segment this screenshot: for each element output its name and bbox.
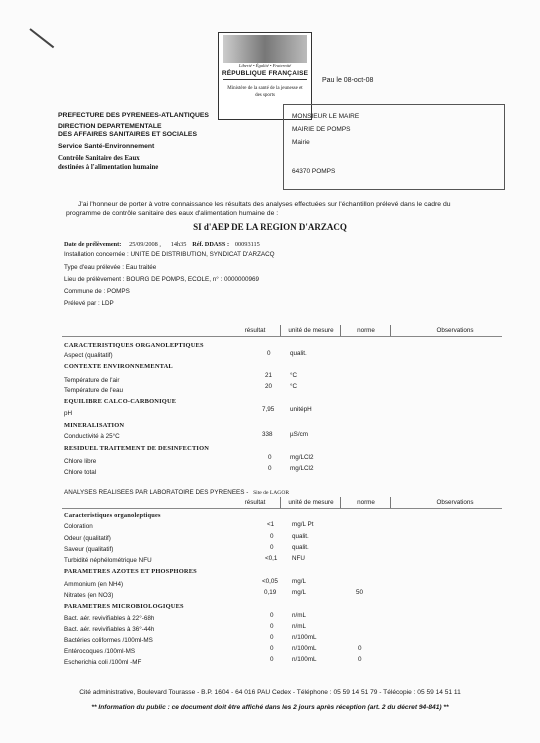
ref-value: 00093115 [234, 241, 260, 248]
unit-ph: unitépH [290, 406, 312, 413]
sample-date-value: 25/09/2008 , [129, 241, 161, 248]
unit-ecoli: n/100mL [292, 656, 317, 663]
row-label-odor: Odeur (qualitatif) [64, 535, 111, 542]
unit-total-chlorine: mg/LCl2 [290, 465, 314, 472]
unit-enterococci: n/100mL [292, 645, 317, 652]
value-total-chlorine: 0 [268, 465, 272, 472]
row-label-ammonium: Ammonium (en NH4) [64, 581, 124, 588]
intro-line-2: programme de contrôle sanitaire des eaux d'alimentation humaine de : [66, 210, 279, 217]
water-type: Type d'eau prélevée : Eau traitée [64, 264, 157, 271]
letter-date: Pau le 08-oct-08 [322, 77, 374, 84]
ref-label: Réf. DDASS : [192, 241, 230, 248]
site-title: SI d'AEP DE LA REGION D'ARZACQ [193, 222, 347, 232]
row-label-conductivity: Conductivité à 25°C [64, 433, 120, 440]
recipient-line-1: MONSIEUR LE MAIRE [292, 113, 360, 120]
unit-ammonium: mg/L [292, 578, 306, 585]
value-ammonium: <0,05 [262, 578, 278, 585]
intro-line-1: J'ai l'honneur de porter à votre connaissance les résultats des analyses effectuées sur l'échantillon prélevé dans le cadre du [78, 201, 451, 208]
section-microbiology: PARAMETRES MICROBIOLOGIQUES [64, 603, 184, 610]
section-environment: CONTEXTE ENVIRONNEMENTAL [64, 363, 173, 370]
table-rule-2 [62, 508, 502, 509]
value-turbidity: <0,1 [265, 555, 278, 562]
value-coliforms: 0 [270, 634, 274, 641]
scan-mark [29, 28, 54, 48]
value-free-chlorine: 0 [268, 454, 272, 461]
logo-motto: Liberté • Égalité • Fraternité [238, 63, 292, 68]
unit-bact-22: n/mL [292, 612, 306, 619]
value-bact-36: 0 [270, 623, 274, 630]
installation: Installation concernée : UNITE DE DISTRIBUTION, SYNDICAT D'ARZACQ [64, 251, 275, 258]
unit-odor: qualit. [292, 533, 309, 540]
marianne-icon [223, 35, 307, 63]
section-organoleptic-2: Caracteristiques organoleptiques [64, 512, 161, 519]
lab-text: ANALYSES REALISEES PAR LABORATOIRE DES PYRENEES - [64, 489, 249, 496]
header-observations: Observations [390, 325, 519, 336]
unit-water-temp: °C [290, 383, 298, 390]
recipient-line-4: 64370 POMPS [292, 168, 336, 175]
value-bact-22: 0 [270, 612, 274, 619]
unit-conductivity: µS/cm [290, 431, 308, 438]
row-label-enterococci: Entérocoques /100ml-MS [64, 648, 136, 655]
logo-divider [223, 79, 307, 80]
recipient-address-box [283, 104, 505, 190]
value-ecoli: 0 [270, 656, 274, 663]
row-label-free-chlorine: Chlore libre [64, 458, 97, 465]
value-nitrates: 0,19 [264, 589, 277, 596]
unit-color: mg/L Pt [292, 521, 314, 528]
header-unit: unité de mesure [280, 325, 341, 336]
section-organoleptic: CARACTERISTIQUES ORGANOLEPTIQUES [64, 342, 204, 349]
service-name: Service Santé-Environnement [58, 143, 155, 150]
prefecture-name: PREFECTURE DES PYRENEES-ATLANTIQUES [58, 112, 209, 119]
footer-notice: ** Information du public : ce document doit être affiché dans les 2 jours après réception (art. 2 du décret 94-841) ** [91, 704, 449, 711]
row-label-total-chlorine: Chlore total [64, 469, 97, 476]
unit-aspect: qualit. [290, 350, 307, 357]
value-savor: 0 [270, 544, 274, 551]
row-label-nitrates: Nitrates (en NO3) [64, 592, 114, 599]
header-result: résultat [244, 327, 266, 334]
norm-enterococci: 0 [358, 645, 362, 652]
unit-turbidity: NFU [292, 555, 305, 562]
table-header-2 [230, 497, 530, 508]
commune: Commune de : POMPS [64, 288, 130, 295]
unit-air-temp: °C [290, 372, 298, 379]
sample-date-line [64, 241, 260, 248]
value-air-temp: 21 [265, 372, 273, 379]
table-rule-1 [62, 336, 502, 337]
logo-republic: RÉPUBLIQUE FRANÇAISE [221, 70, 309, 77]
header-observations-2: Observations [390, 497, 519, 508]
row-label-water-temp: Température de l'eau [64, 387, 123, 394]
unit-bact-36: n/mL [292, 623, 306, 630]
row-label-bact-22: Bact. aér. revivifiables à 22°-68h [64, 615, 155, 622]
recipient-line-3: Mairie [292, 139, 310, 146]
table-header-1 [230, 325, 530, 336]
footer-address: Cité administrative, Boulevard Tourasse - B.P. 1604 - 64 016 PAU Cedex - Téléphone : 05 59 14 51 79 - Télécopie : 05 59 14 51 11 [79, 689, 461, 696]
lab-site: Site de LAGOR [253, 490, 290, 496]
logo-ministry: Ministère de la santé de la jeunesse et des sports [227, 86, 303, 98]
row-label-coliforms: Bactéries coliformes /100ml-MS [64, 637, 153, 644]
control-line-1: Contrôle Sanitaire des Eaux [58, 155, 140, 162]
header-unit-2: unité de mesure [280, 497, 341, 508]
sample-time-value: 14h35 [170, 241, 187, 248]
unit-free-chlorine: mg/LCl2 [290, 454, 314, 461]
header-norm: norme [340, 325, 391, 336]
norm-nitrates: 50 [356, 589, 364, 596]
value-enterococci: 0 [270, 645, 274, 652]
unit-coliforms: n/100mL [292, 634, 317, 641]
unit-nitrates: mg/L [292, 589, 306, 596]
row-label-turbidity: Turbidité néphélométrique NFU [64, 557, 152, 564]
intro-paragraph [66, 200, 518, 218]
row-label-ecoli: Escherichia coli /100ml -MF [64, 659, 142, 666]
row-label-bact-36: Bact. aér. revivifiables à 36°-44h [64, 626, 155, 633]
value-color: <1 [267, 521, 275, 528]
row-label-aspect: Aspect (qualitatif) [64, 352, 113, 359]
header-result-2: résultat [244, 499, 266, 506]
lab-line [64, 489, 289, 496]
value-ph: 7,95 [262, 406, 275, 413]
row-label-ph: pH [64, 410, 73, 417]
recipient-line-2: MAIRIE DE POMPS [292, 126, 351, 133]
control-line-2: destinées à l'alimentation humaine [58, 164, 159, 171]
sample-date-label: Date de prélèvement: [64, 241, 122, 248]
row-label-savor: Saveur (qualitatif) [64, 546, 114, 553]
norm-ecoli: 0 [358, 656, 362, 663]
section-residual: RESIDUEL TRAITEMENT DE DESINFECTION [64, 445, 210, 452]
value-odor: 0 [270, 533, 274, 540]
row-label-air-temp: Température de l'air [64, 377, 120, 384]
sampler: Prélevé par : LDP [64, 300, 114, 307]
sample-location: Lieu de prélèvement : BOURG DE POMPS, ECOLE, n° : 0000000969 [64, 276, 260, 283]
value-water-temp: 20 [265, 383, 273, 390]
direction-line-2: DES AFFAIRES SANITAIRES ET SOCIALES [58, 131, 197, 138]
value-aspect: 0 [267, 350, 271, 357]
row-label-color: Coloration [64, 523, 93, 530]
section-calco: EQUILIBRE CALCO-CARBONIQUE [64, 398, 177, 405]
unit-savor: qualit. [292, 544, 309, 551]
header-norm-2: norme [340, 497, 391, 508]
section-mineral: MINERALISATION [64, 422, 125, 429]
value-conductivity: 338 [262, 431, 273, 438]
section-nitrogen: PARAMETRES AZOTES ET PHOSPHORES [64, 568, 197, 575]
direction-line-1: DIRECTION DEPARTEMENTALE [58, 123, 162, 130]
